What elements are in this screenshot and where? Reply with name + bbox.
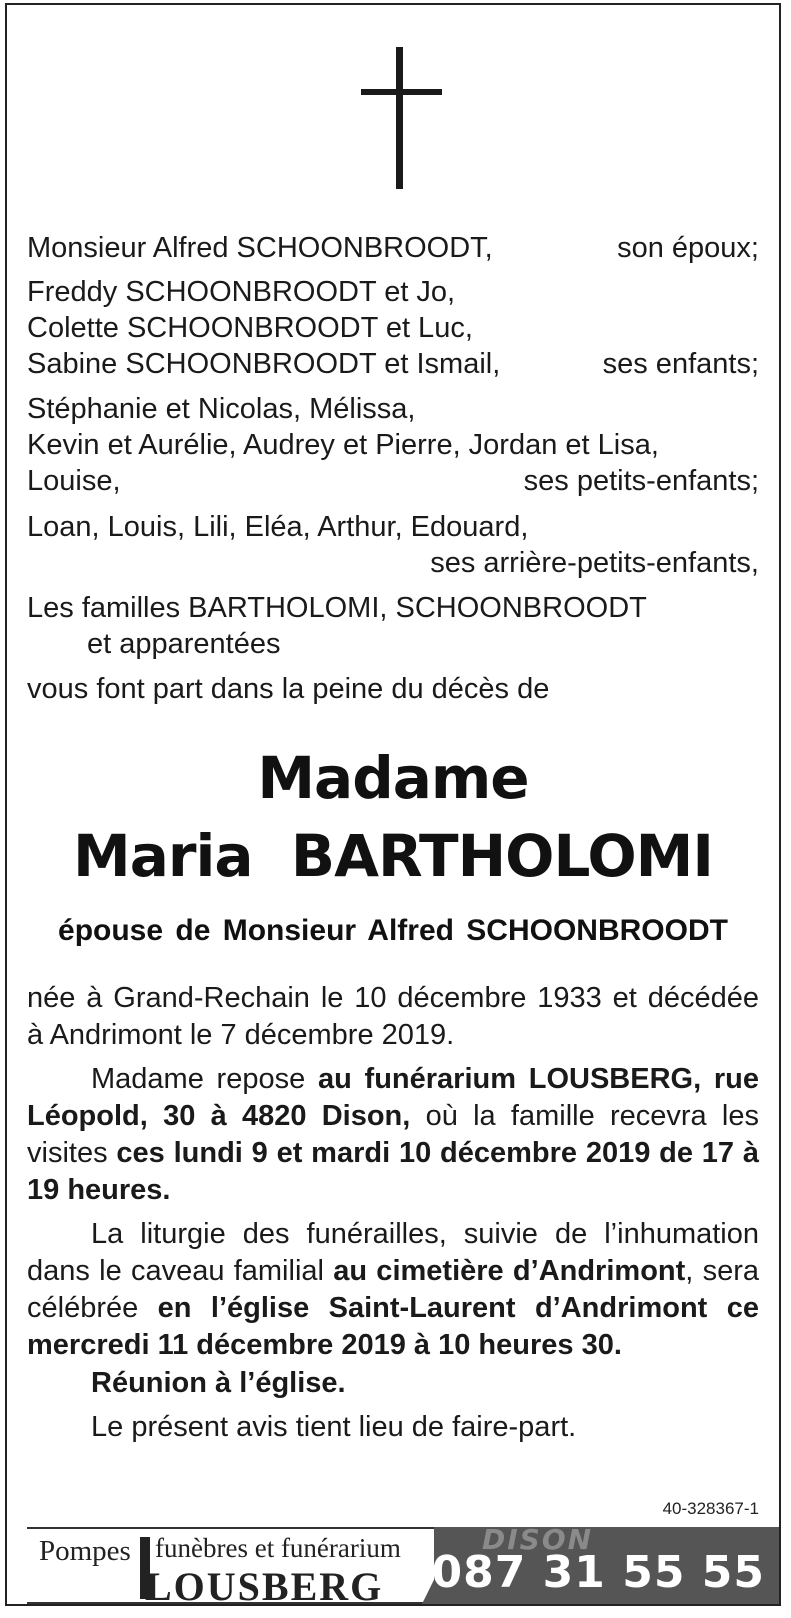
family-line-great-grandchildren [27, 509, 759, 545]
logo-pompes: Pompes [39, 1535, 131, 1567]
visitation-text-1: Madame repose [91, 1063, 318, 1095]
visitation-dates: ces lundi 9 et mardi 10 décembre 2019 de 17 à 19 heures. [27, 1137, 759, 1206]
funeral-home-address: au funérarium LOUSBERG, rue Léopold, 30 à 4820 Dison, [27, 1063, 759, 1132]
contact-panel [431, 1523, 779, 1604]
cross-icon-bar [361, 89, 442, 95]
deceased-name: Maria BARTHOLOMI [73, 822, 713, 890]
church-service: en l’église Saint-Laurent d’Andrimont ce mercredi 11 décembre 2019 à 10 heures 30. [27, 1292, 759, 1361]
family-line-child-1 [27, 274, 759, 310]
children-role: ses enfants; [602, 348, 759, 380]
logo-funebres: funèbres et funérarium [155, 1533, 401, 1563]
logo-lousberg: LOUSBERG [145, 1564, 384, 1609]
notice-line: Le présent avis tient lieu de faire-part. [91, 1411, 577, 1443]
cross-icon [396, 47, 403, 189]
spouse-line: épouse de Monsieur Alfred SCHOONBROODT [58, 914, 728, 947]
liturgy-text-1: La liturgie des funérailles, suivie de l’inhumation dans le caveau familial [27, 1218, 759, 1287]
grandchildren-1: Stéphanie et Nicolas, Mélissa, [27, 393, 416, 425]
liturgy-text-2: , sera célébrée [27, 1255, 760, 1324]
family-line-families [27, 590, 759, 626]
deceased-title: Madame [257, 744, 529, 812]
grandchildren-2: Kevin et Aurélie, Audrey et Pierre, Jordan et Lisa, [27, 429, 659, 461]
grandchildren-3: Louise, [27, 465, 121, 497]
reference-number: 40-328367-1 [662, 1499, 759, 1518]
visitation-paragraph [27, 1061, 759, 1209]
city-label: DISON [482, 1523, 594, 1556]
relatives: et apparentées [87, 628, 281, 660]
child-3: Sabine SCHOONBROODT et Ismail, [27, 348, 501, 380]
obituary-notice [5, 3, 781, 1609]
family-line-spouse [27, 230, 759, 266]
announcement-line [27, 671, 759, 707]
family-line-child-2 [27, 310, 759, 346]
spouse-role: son époux; [617, 232, 759, 264]
families: Les familles BARTHOLOMI, SCHOONBROODT [27, 592, 647, 624]
family-line-relatives [87, 626, 759, 662]
announcement-text: vous font part dans la peine du décès de [27, 673, 550, 705]
great-grandchildren: Loan, Louis, Lili, Eléa, Arthur, Edouard, [27, 511, 529, 543]
reunion-line: Réunion à l’église. [91, 1367, 346, 1399]
family-line-child-3 [27, 346, 759, 382]
grandchildren-role: ses petits-enfants; [523, 465, 759, 497]
family-line-grandchildren-2 [27, 427, 759, 463]
funeral-home-banner [27, 1523, 779, 1609]
visitation-text-2: où la famille recevra les visites [27, 1100, 760, 1169]
family-line-grandchildren-1 [27, 391, 759, 427]
child-1: Freddy SCHOONBROODT et Jo, [27, 276, 456, 308]
cemetery: au cimetière d’Andrimont [333, 1255, 686, 1287]
great-grandchildren-role: ses arrière-petits-enfants, [430, 547, 759, 579]
liturgy-paragraph [27, 1216, 759, 1364]
phone-number: 087 31 55 55 [431, 1547, 765, 1598]
family-line-grandchildren-3 [27, 463, 759, 499]
spouse-name: Monsieur Alfred SCHOONBROODT, [27, 232, 493, 264]
birth-death-paragraph: née à Grand-Rechain le 10 décembre 1933 et décédée à Andrimont le 7 décembre 2019. [27, 982, 759, 1051]
child-2: Colette SCHOONBROODT et Luc, [27, 312, 473, 344]
funeral-home-logo [27, 1527, 459, 1609]
